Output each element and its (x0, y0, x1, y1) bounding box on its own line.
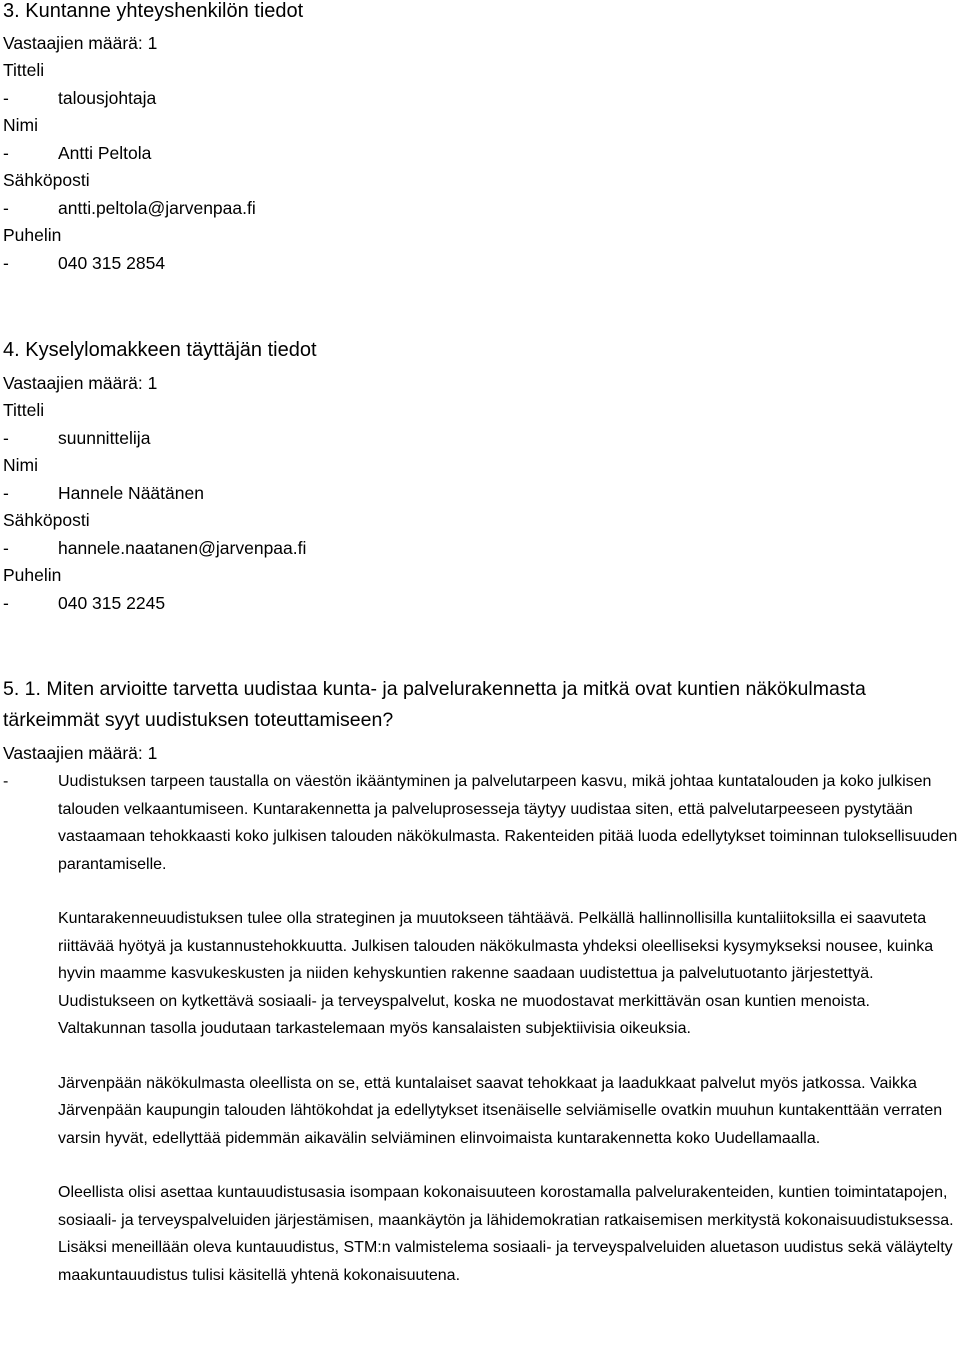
section-3-name-label: Nimi (3, 115, 38, 135)
section-3-title-value: talousjohtaja (58, 88, 157, 108)
section-3-respondents: Vastaajien määrä: 1 (3, 33, 158, 53)
section-4-title-value-row (3, 426, 150, 450)
dash-marker: - (3, 593, 9, 613)
dash-marker: - (3, 143, 9, 163)
section-3-name-value-row (3, 141, 151, 165)
section-4-respondents: Vastaajien määrä: 1 (3, 373, 158, 393)
answer-paragraph-4: Oleellista olisi asettaa kuntauudistusasia isompaan kokonaisuuteen korostamalla palvelurakenteiden, kuntien toimintatapojen, sosiaali- ja terveyspalveluiden järjestämisen, maankäytön ja lähidemokratian ratkaisemisen merkitystä kokonaisuudistuksessa. Lisäksi meneillään oleva kuntauudistus, STM:n valmistelema sosiaali- ja terveyspalveluiden aluetason uudistus sekä väläytelty maakuntauudistus tulisi käsitellä yhtenä kokonaisuutena. (58, 1184, 954, 1284)
section-4-phone-label: Puhelin (3, 565, 62, 585)
section-3-name-value: Antti Peltola (58, 143, 152, 163)
section-3-heading: 3. Kuntanne yhteyshenkilön tiedot (3, 0, 304, 22)
section-3-phone-value-row (3, 251, 165, 275)
section-3-email-value: antti.peltola@jarvenpaa.fi (58, 198, 256, 218)
section-4-name-value-row (3, 481, 204, 505)
dash-marker: - (3, 483, 9, 503)
dash-marker: - (3, 198, 9, 218)
section-5-answer (3, 768, 958, 1316)
section-3-email-value-row (3, 196, 256, 220)
section-3-title-label: Titteli (3, 60, 45, 80)
dash-marker: - (3, 428, 9, 448)
section-4-title-value: suunnittelija (58, 428, 151, 448)
section-4-name-value: Hannele Näätänen (58, 483, 204, 503)
dash-marker: - (3, 538, 9, 558)
section-5-respondents: Vastaajien määrä: 1 (3, 743, 158, 763)
answer-paragraph-1: Uudistuksen tarpeen taustalla on väestön ikääntyminen ja palvelutarpeen kasvu, mikä johtaa kuntatalouden ja koko julkisen talouden velkaantumiseen. Kuntarakennetta ja palveluprosesseja täytyy uudistaa siten, että palvelutarpeeseen pystytään vastaamaan tehokkaasti koko julkisen talouden näkökulmasta. Rakenteiden pitää luoda edellytykset toiminnan tuloksellisuuden parantamiselle. (58, 773, 958, 873)
section-3-email-label: Sähköposti (3, 170, 90, 190)
section-4-phone-value: 040 315 2245 (58, 593, 166, 613)
section-4-email-value-row (3, 536, 306, 560)
section-4-email-value: hannele.naatanen@jarvenpaa.fi (58, 538, 307, 558)
section-4-heading: 4. Kyselylomakkeen täyttäjän tiedot (3, 339, 317, 361)
section-4-email-label: Sähköposti (3, 510, 90, 530)
section-4-phone-value-row (3, 591, 165, 615)
section-4-name-label: Nimi (3, 455, 38, 475)
answer-paragraph-2: Kuntarakenneuudistuksen tulee olla strateginen ja muutokseen tähtäävä. Pelkällä hallinnollisilla kuntaliitoksilla ei saavuteta riittävää hyötyä ja kustannustehokkuutta. Julkisen talouden näkökulmasta yhdeksi oleelliseksi kysymykseksi nousee, kuinka hyvin maamme kasvukeskusten ja niiden kehyskuntien rakenne saadaan uudistettua ja palvelutuotanto järjestettyä. Uudistukseen on kytkettävä sosiaali- ja terveyspalvelut, koska ne muodostavat merkittävän osan kuntien menoista. Valtakunnan tasolla joudutaan tarkastelemaan myös kansalaisten subjektiivisia oikeuksia. (58, 910, 934, 1037)
answer-paragraph-3: Järvenpään näkökulmasta oleellista on se, että kuntalaiset saavat tehokkaat ja laadukkaat palvelut myös jatkossa. Vaikka Järvenpään kaupungin talouden lähtökohdat ja edellytykset itsenäiselle selviämiselle ovatkin muuhun kuntakenttään verraten varsin hyvät, edellyttää pidemmän aikavälin selviäminen elinvoimaista kuntarakennetta koko Uudellamaalla. (58, 1074, 943, 1147)
section-3-phone-label: Puhelin (3, 225, 62, 245)
section-3-phone-value: 040 315 2854 (58, 253, 166, 273)
section-3-title-value-row (3, 86, 156, 110)
dash-marker: - (3, 773, 9, 790)
dash-marker: - (3, 88, 9, 108)
dash-marker: - (3, 253, 9, 273)
section-5-question-heading: 5. 1. Miten arvioitte tarvetta uudistaa kunta- ja palvelurakennetta ja mitkä ovat kuntien näkökulmasta tärkeimmät syyt uudistuksen toteuttamiseen? (3, 678, 866, 731)
section-4-title-label: Titteli (3, 400, 45, 420)
